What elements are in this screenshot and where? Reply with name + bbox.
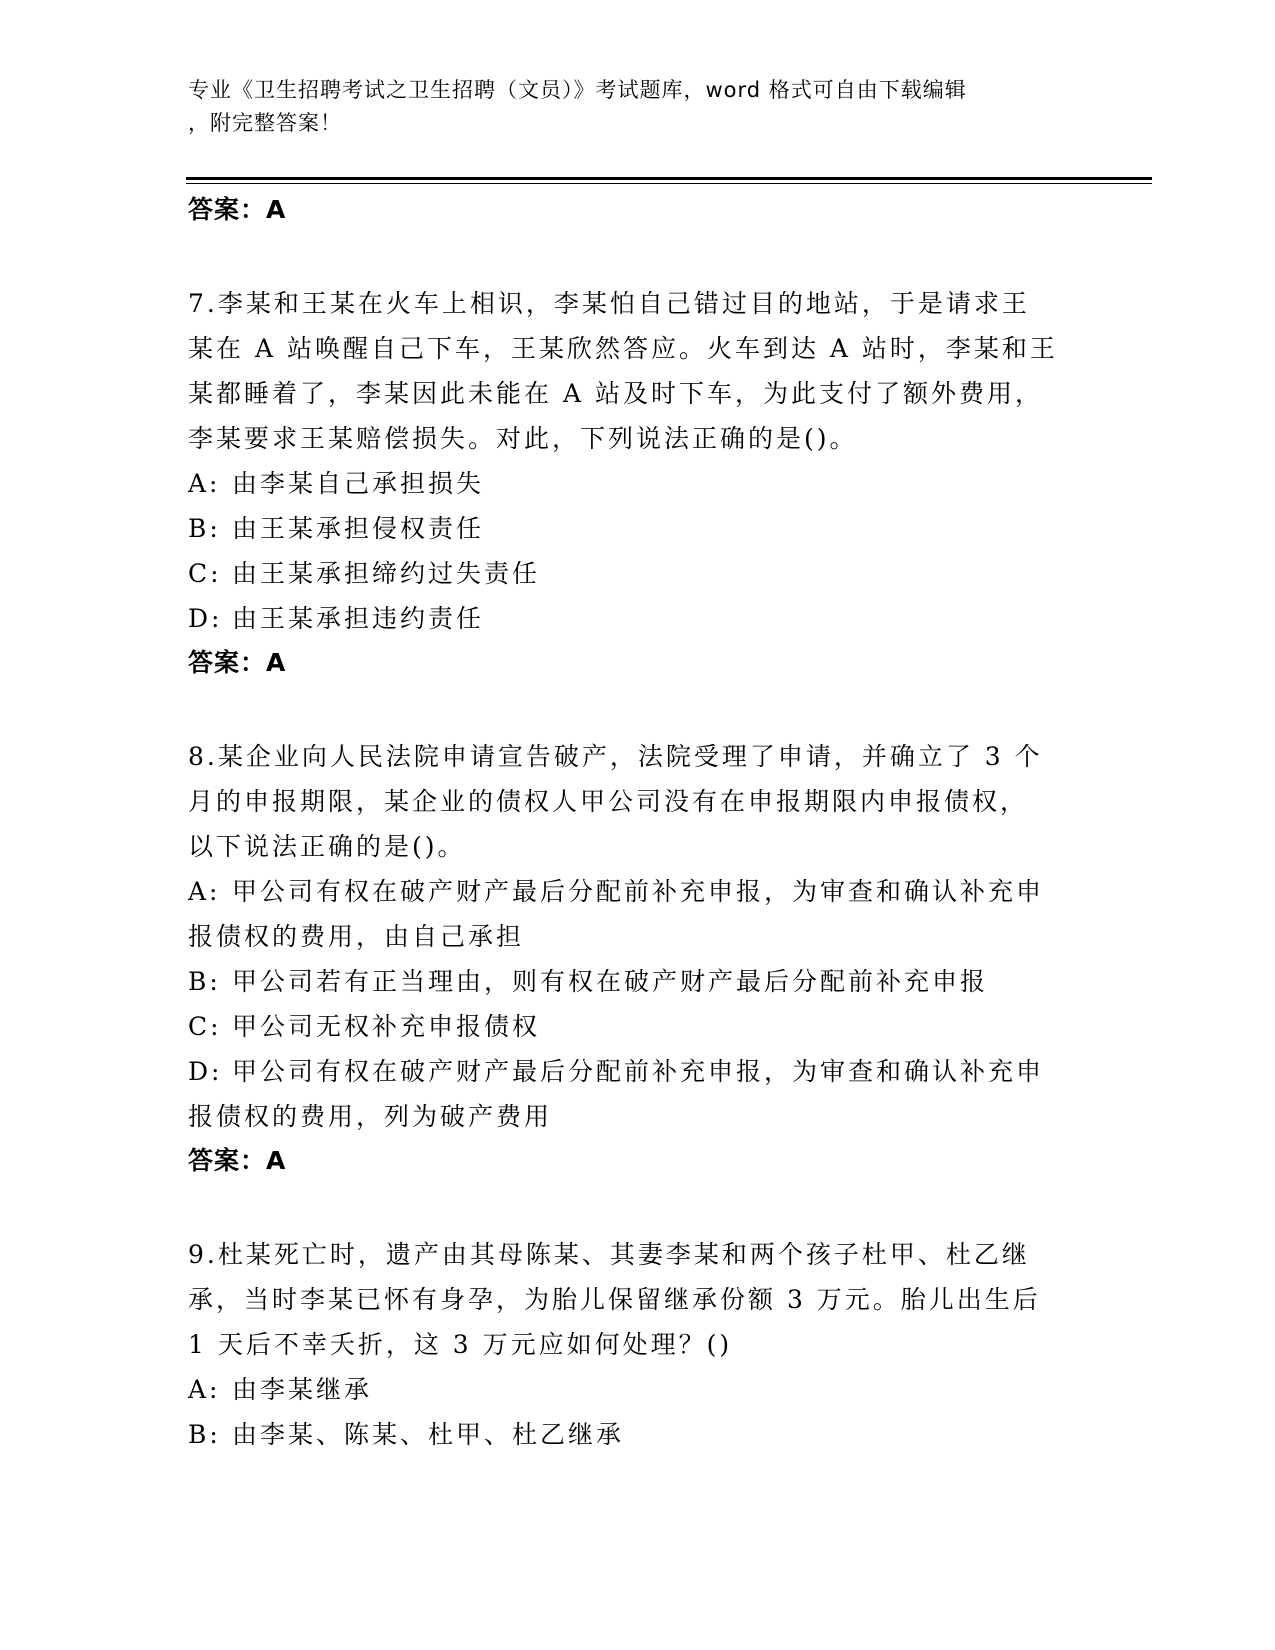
option-text: 甲公司无权补充申报债权: [232, 1012, 541, 1041]
question-stem: [188, 1232, 1088, 1367]
stem-line: 承，当时李某已怀有身孕，为胎儿保留继承份额 3 万元。胎儿出生后: [188, 1285, 1041, 1314]
option-c: [188, 1004, 1088, 1049]
stem-line: 1 天后不幸夭折，这 3 万元应如何处理？(): [188, 1330, 733, 1359]
answer-8: 答案：A: [188, 1146, 287, 1175]
header-line-2: ，附完整答案！: [188, 111, 342, 135]
question-9: [188, 1232, 1088, 1457]
option-d-continued: 报债权的费用，列为破产费用: [188, 1102, 553, 1131]
option-a: [188, 869, 1088, 914]
answer-7: 答案：A: [188, 648, 287, 677]
stem-line: 某都睡着了，李某因此未能在 A 站及时下车，为此支付了额外费用，: [188, 379, 1043, 408]
option-text: 甲公司有权在破产财产最后分配前补充申报，为审查和确认补充申: [232, 1057, 1045, 1086]
header-divider-thin: [186, 183, 1152, 184]
option-letter: B:: [188, 967, 221, 996]
option-text: 由王某承担缔约过失责任: [232, 559, 541, 588]
option-a-continued: 报债权的费用，由自己承担: [188, 922, 525, 951]
option-letter: C:: [188, 1012, 222, 1041]
option-letter: D:: [188, 1057, 223, 1086]
option-letter: B:: [188, 514, 221, 543]
option-letter: A:: [188, 877, 221, 906]
document-body: [188, 188, 1088, 1457]
header-line-1: 专业《卫生招聘考试之卫生招聘（文员）》考试题库，word 格式可自由下载编辑: [188, 78, 967, 102]
option-text: 由李某继承: [232, 1375, 373, 1404]
stem-line: 以下说法正确的是()。: [188, 832, 466, 861]
stem-line: 李某要求王某赔偿损失。对此，下列说法正确的是()。: [188, 424, 858, 453]
question-7: [188, 281, 1088, 685]
option-text: 由李某、陈某、杜甲、杜乙继承: [232, 1420, 625, 1449]
option-a: [188, 1367, 1088, 1412]
option-b: [188, 506, 1088, 551]
option-a: [188, 461, 1088, 506]
previous-answer: 答案：A: [188, 195, 287, 224]
option-d: [188, 1049, 1088, 1094]
stem-line: 某在 A 站唤醒自己下车，王某欣然答应。火车到达 A 站时，李某和王: [188, 334, 1058, 363]
stem-line: 月的申报期限，某企业的债权人甲公司没有在申报期限内申报债权，: [188, 787, 1029, 816]
option-text: 由王某承担违约责任: [232, 604, 485, 633]
question-stem: [188, 734, 1088, 869]
option-b: [188, 1412, 1088, 1457]
option-letter: A:: [188, 1375, 221, 1404]
option-d: [188, 596, 1088, 641]
option-letter: C:: [188, 559, 222, 588]
option-letter: D:: [188, 604, 223, 633]
stem-line: 9.杜某死亡时，遗产由其母陈某、其妻李某和两个孩子杜甲、杜乙继: [188, 1240, 1030, 1269]
option-text: 由李某自己承担损失: [232, 469, 485, 498]
option-letter: A:: [188, 469, 221, 498]
stem-line: 7.李某和王某在火车上相识，李某怕自己错过目的地站，于是请求王: [188, 289, 1030, 318]
option-b: [188, 959, 1088, 1004]
document-header: [188, 74, 1068, 140]
stem-line: 8.某企业向人民法院申请宣告破产，法院受理了申请，并确立了 3 个: [188, 742, 1043, 771]
option-letter: B:: [188, 1420, 221, 1449]
option-text: 由王某承担侵权责任: [232, 514, 485, 543]
question-stem: [188, 281, 1088, 461]
option-c: [188, 551, 1088, 596]
option-text: 甲公司有权在破产财产最后分配前补充申报，为审查和确认补充申: [232, 877, 1045, 906]
header-divider-thick: [186, 177, 1152, 180]
question-8: [188, 734, 1088, 1183]
option-text: 甲公司若有正当理由，则有权在破产财产最后分配前补充申报: [232, 967, 989, 996]
